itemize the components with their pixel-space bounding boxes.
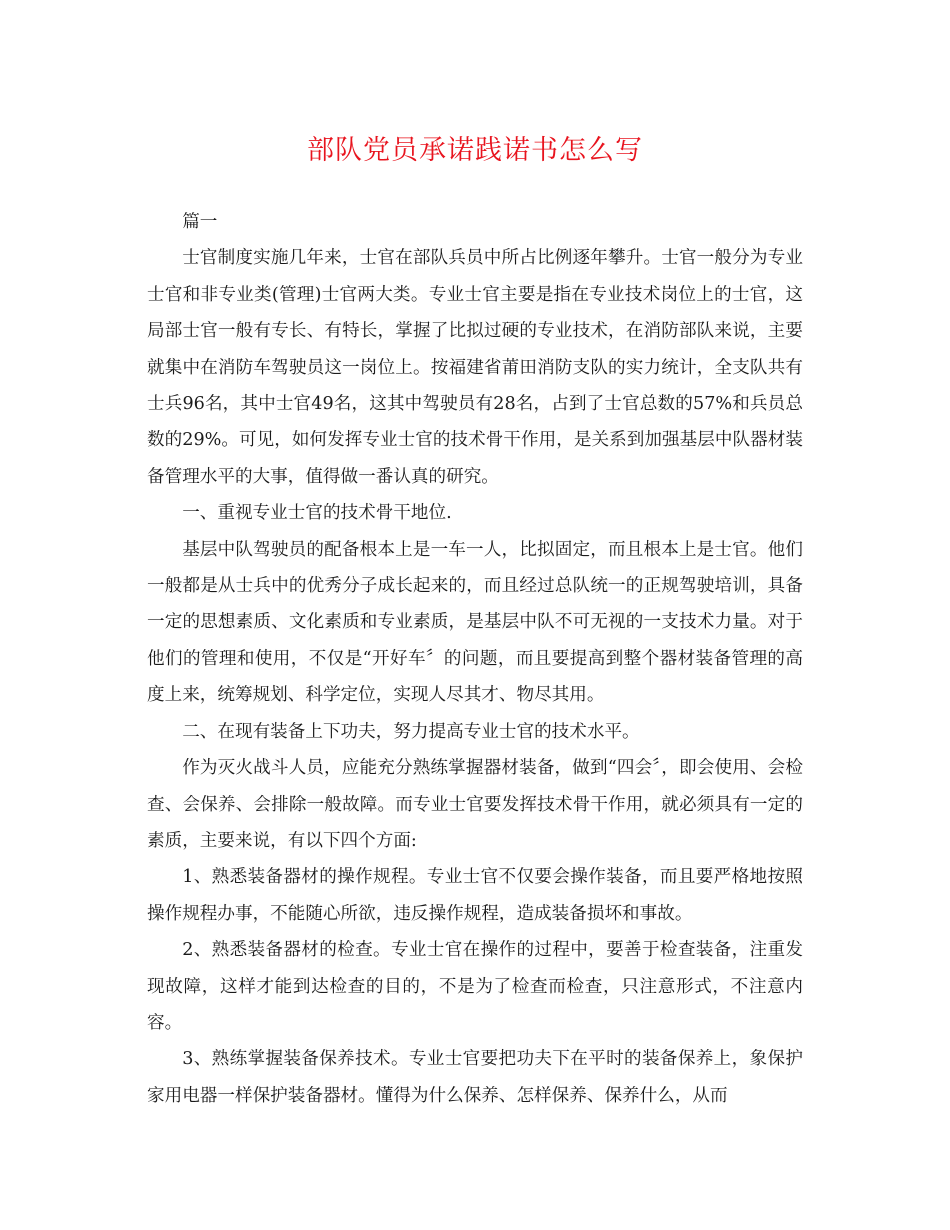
- list-item-1: 1、熟悉装备器材的操作规程。专业士官不仅要会操作装备，而且要严格地按照操作规程办事，不能随心所欲，违反操作规程，造成装备损坏和事故。: [147, 867, 803, 924]
- document-title: 部队党员承诺践诺书怎么写: [307, 135, 643, 166]
- heading-section-2: 二、在现有装备上下功夫，努力提高专业士官的技术水平。: [182, 721, 640, 742]
- list-item-3: 3、熟练掌握装备保养技术。专业士官要把功夫下在平时的装备保养上，象保护家用电器一样保护装备器材。懂得为什么保养、怎样保养、保养什么，从而: [147, 1049, 803, 1106]
- section-label: 篇一: [182, 212, 218, 232]
- paragraph-section-1: 基层中队驾驶员的配备根本上是一车一人，比拟固定，而且根本上是士官。他们一般都是从士兵中的优秀分子成长起来的，而且经过总队统一的正规驾驶培训，具备一定的思想素质、文化素质和专业素质，是基层中队不可无视的一支技术力量。对于他们的管理和使用，不仅是“开好车〞的问题，而且要提高到整个器材装备管理的高度上来，统筹规划、科学定位，实现人尽其才、物尽其用。: [147, 539, 803, 706]
- heading-section-1: 一、重视专业士官的技术骨干地位.: [182, 503, 452, 524]
- paragraph-intro: 士官制度实施几年来，士官在部队兵员中所占比例逐年攀升。士官一般分为专业士官和非专业类(管理)士官两大类。专业士官主要是指在专业技术岗位上的士官，这局部士官一般有专长、有特长，掌握了比拟过硬的专业技术，在消防部队来说，主要就集中在消防车驾驶员这一岗位上。按福建省莆田消防支队的实力统计，全支队共有士兵96名，其中士官49名，这其中驾驶员有28名，占到了士官总数的57%和兵员总数的29%。可见，如何发挥专业士官的技术骨干作用，是关系到加强基层中队器材装备管理水平的大事，值得做一番认真的研究。: [147, 248, 803, 487]
- list-item-2: 2、熟悉装备器材的检查。专业士官在操作的过程中，要善于检查装备，注重发现故障，这样才能到达检查的目的，不是为了检查而检查，只注意形式，不注意内容。: [147, 940, 803, 1033]
- document-body: [147, 204, 803, 1114]
- paragraph-section-2: 作为灭火战斗人员，应能充分熟练掌握器材装备，做到“四会〞，即会使用、会检查、会保养、会排除一般故障。而专业士官要发挥技术骨干作用，就必须具有一定的素质，主要来说，有以下四个方面:: [147, 758, 803, 851]
